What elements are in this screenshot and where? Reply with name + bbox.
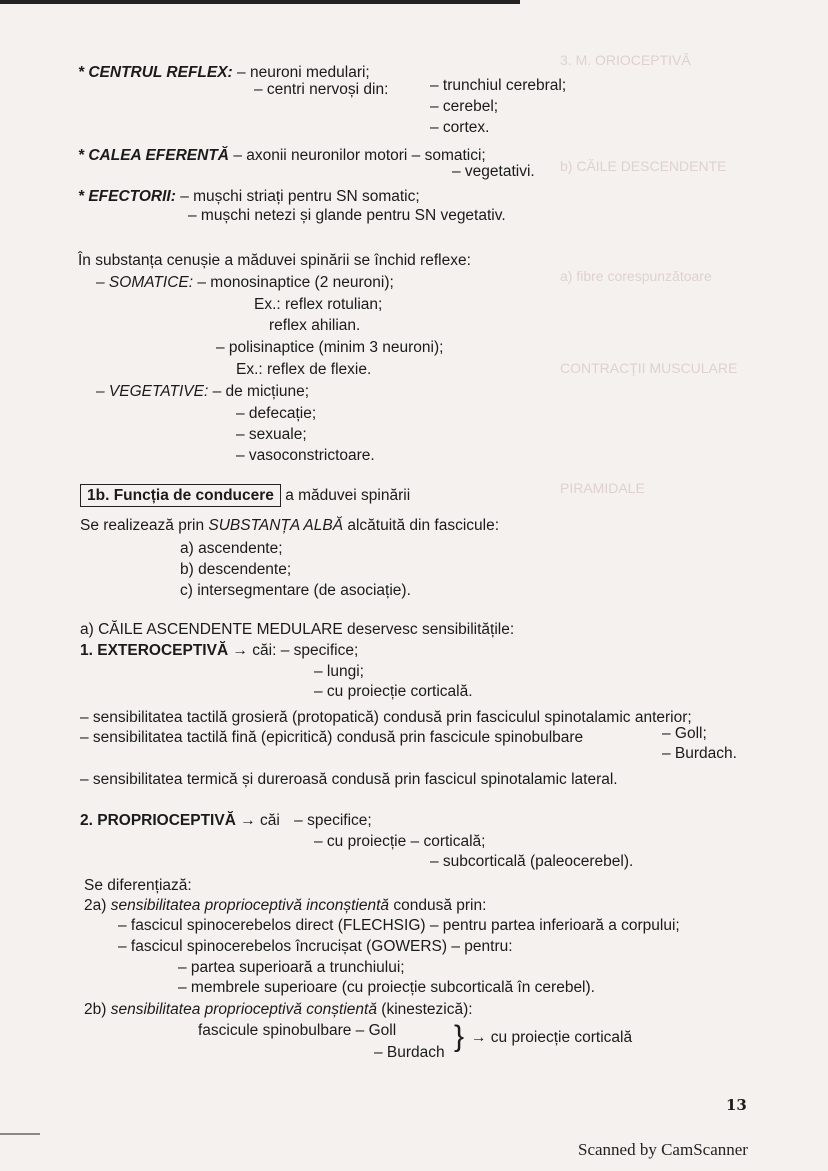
- ext-cai: → căi:: [232, 642, 277, 659]
- d2a-1: 2a): [84, 897, 107, 914]
- prop-2b: – subcorticală (paleocerebel).: [430, 853, 634, 870]
- sens-2-goll: – Goll;: [662, 725, 707, 742]
- ext-label: 1. EXTEROCEPTIVĂ: [80, 642, 229, 659]
- reflexe-intro: În substanța cenușie a măduvei spinării se închid reflexe:: [78, 252, 471, 269]
- centru-l3: – cerebel;: [430, 98, 499, 115]
- prop-2-line: [314, 832, 485, 851]
- ext-3: – cu proiecție corticală.: [314, 683, 473, 700]
- v2: – defecație;: [236, 405, 317, 422]
- mono: – monosinaptice (2 neuroni);: [197, 274, 394, 291]
- efectori-label: * EFECTORII:: [78, 188, 176, 205]
- prop-2: – cu proiecție: [314, 833, 407, 850]
- bleed-through: 3. M. ORIOCEPTIVĂ: [560, 52, 691, 68]
- ex2: reflex ahilian.: [269, 317, 361, 334]
- prop-cai: → căi: [240, 812, 280, 829]
- ext-2: – lungi;: [314, 663, 364, 680]
- fascicule-goll: fascicule spinobulbare – Goll: [198, 1022, 397, 1039]
- fascicul-c: c) intersegmentare (de asociație).: [180, 582, 411, 599]
- proiectie-corticala: → cu proiecție corticală: [471, 1029, 633, 1046]
- prop-label: 2. PROPRIOCEPTIVĂ: [80, 812, 236, 829]
- prop-line: [80, 811, 372, 830]
- fascicul-gowers: – fascicul spinocerebelos încrucișat (GOWERS) – pentru:: [118, 938, 513, 955]
- efectori-l1: – mușchi striați pentru SN somatic;: [180, 188, 420, 205]
- poli: – polisinaptice (minim 3 neuroni);: [216, 339, 444, 356]
- cale-l1: – axonii neuronilor motori – somatici;: [233, 147, 486, 164]
- conducere-intro: [80, 516, 499, 535]
- v1: – de micțiune;: [212, 383, 310, 400]
- diferentiaza: Se diferențiază:: [84, 877, 192, 894]
- conducere-heading: [80, 486, 410, 505]
- fascicul-b: b) descendente;: [180, 561, 292, 578]
- cai-title-2: deservesc sensibilitățile:: [347, 621, 515, 638]
- conducere-after: a măduvei spinării: [285, 487, 411, 504]
- reflexe-somatice-line: [96, 273, 394, 292]
- sens-2: – sensibilitatea tactilă fină (epicritică) condusă prin fascicule spinobulbare: [80, 729, 584, 746]
- bleed-through: PIRAMIDALE: [560, 480, 645, 496]
- sens-2-burdach: – Burdach.: [662, 745, 737, 762]
- d2b-1: 2b): [84, 1001, 107, 1018]
- ex1: Ex.: reflex rotulian;: [254, 296, 383, 313]
- reflexe-vegetative-line: [96, 382, 309, 401]
- bleed-through: CONTRACȚII MUSCULARE: [560, 360, 738, 376]
- v3: – sexuale;: [236, 426, 307, 443]
- v4: – vasoconstrictoare.: [236, 447, 375, 464]
- sens-3: – sensibilitatea termică și dureroasă condusă prin fascicul spinotalamic lateral.: [80, 771, 618, 788]
- centru-l1: – neuroni medulari;: [237, 64, 370, 81]
- cai-title: [80, 620, 514, 639]
- centru-l4: – cortex.: [430, 119, 490, 136]
- vegetative-label: – VEGETATIVE:: [96, 383, 209, 400]
- d2a-2: sensibilitatea proprioceptivă inconștientă: [110, 897, 390, 914]
- centru-l2b: – trunchiul cerebral;: [430, 77, 567, 94]
- gowers-a: – partea superioară a trunchiului;: [178, 959, 405, 976]
- d2b-line: [84, 1000, 473, 1019]
- efectori-line-1: [78, 187, 420, 206]
- bleed-through: b) CĂILE DESCENDENTE: [560, 158, 727, 174]
- d2a-3: condusă prin:: [393, 897, 487, 914]
- ext-line: [80, 641, 358, 660]
- cale-line-1: [78, 146, 486, 165]
- somatice-label: – SOMATICE:: [96, 274, 194, 291]
- fascicule-burdach: – Burdach: [374, 1044, 445, 1061]
- ex3: Ex.: reflex de flexie.: [236, 361, 372, 378]
- sens-1: – sensibilitatea tactilă grosieră (protopatică) condusă prin fasciculul spinotalamic anterior;: [80, 709, 692, 726]
- gowers-b: – membrele superioare (cu proiecție subcorticală în cerebel).: [178, 979, 595, 996]
- fascicul-a: a) ascendente;: [180, 540, 283, 557]
- centru-l2: – centri nervoși din:: [254, 81, 389, 98]
- cai-title-1: a) CĂILE ASCENDENTE MEDULARE: [80, 621, 343, 638]
- bottom-rule: [0, 1133, 40, 1135]
- page-number: 13: [726, 1096, 747, 1114]
- fascicul-flechsig: – fascicul spinocerebelos direct (FLECHSIG) – pentru partea inferioară a corpului;: [118, 917, 680, 934]
- d2b-3: (kinestezică):: [381, 1001, 473, 1018]
- curly-brace-icon: }: [454, 1020, 465, 1053]
- ext-1: – specifice;: [280, 642, 359, 659]
- cale-label: * CALEA EFERENTĂ: [78, 147, 229, 164]
- prop-1: – specifice;: [294, 812, 372, 829]
- conducere-box: 1b. Funcția de conducere: [80, 484, 281, 507]
- centru-label: * CENTRUL REFLEX:: [78, 64, 233, 81]
- prop-2a: – corticală;: [410, 833, 486, 850]
- top-rule: [0, 0, 520, 4]
- cale-l2: – vegetativi.: [452, 163, 535, 180]
- conducere-intro-1: Se realizează prin: [80, 517, 205, 534]
- conducere-intro-2: SUBSTANȚA ALBĂ: [208, 517, 344, 534]
- d2b-2: sensibilitatea proprioceptivă conștientă: [110, 1001, 377, 1018]
- d2a-line: [84, 896, 486, 915]
- bleed-through: a) fibre corespunzătoare: [560, 268, 712, 284]
- conducere-intro-3: alcătuită din fascicule:: [347, 517, 499, 534]
- efectori-l2: – mușchi netezi și glande pentru SN vegetativ.: [188, 207, 506, 224]
- scanner-footer: Scanned by CamScanner: [578, 1140, 748, 1159]
